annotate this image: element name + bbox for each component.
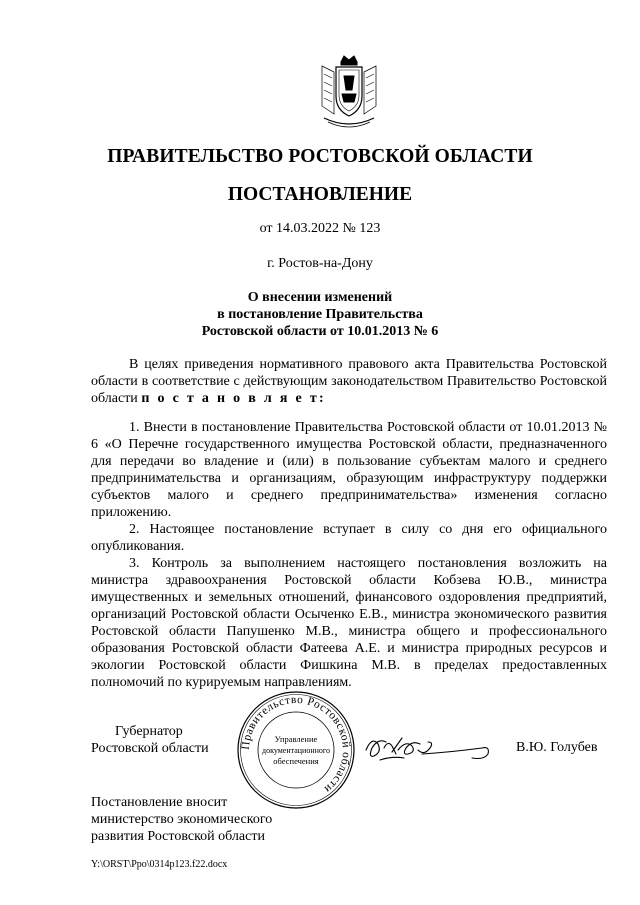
submitter-line: развития Ростовской области xyxy=(91,829,265,844)
signer-position xyxy=(91,723,231,757)
decree-item: 2. Настоящее постановление вступает в силу со дня его официального опубликования. xyxy=(91,522,607,554)
file-path: Y:\ORST\Ppo\0314p123.f22.docx xyxy=(91,859,228,870)
stamp-inner-line: Управление xyxy=(274,734,318,744)
submitter-line: министерство экономического xyxy=(91,812,273,827)
stamp-inner-line: документационного xyxy=(262,746,330,755)
subject-line: О внесении изменений xyxy=(247,290,393,305)
stamp-ring-text: Правительство Ростовской области xyxy=(239,693,353,796)
stamp-inner-line: обеспечения xyxy=(273,756,319,766)
decree-item: 3. Контроль за выполнением настоящего постановления возложить на министра здравоохранения Ростовской области Кобзева Ю.В., министра имущественных и земельных отношений, финансового оздоровления предприятий, организаций Ростовской области Осыченко Е.В., министра экономического развития Ростовской области Папушенко М.В., министра общего и профессионального образования Ростовской области Фатеева А.Е. и министра природных ресурсов и экологии Ростовской области Фишкина М.В. в пределах предоставленных полномочий по курируемым направлениям. xyxy=(91,556,607,690)
signer-position-line: Губернатор xyxy=(115,724,183,739)
document-city: г. Ростов-на-Дону xyxy=(267,256,373,271)
svg-text:Правительство Ростовской облас xyxy=(240,694,352,795)
government-title: ПРАВИТЕЛЬСТВО РОСТОВСКОЙ ОБЛАСТИ xyxy=(107,146,533,167)
coat-of-arms-emblem xyxy=(314,54,384,134)
signer-position-line: Ростовской области xyxy=(91,741,209,756)
submitter-block xyxy=(91,794,311,845)
document-type: ПОСТАНОВЛЕНИЕ xyxy=(227,184,413,205)
submitter-line: Постановление вносит xyxy=(91,795,228,810)
signer-name: В.Ю. Голубев xyxy=(516,740,598,755)
subject-line: в постановление Правительства xyxy=(217,307,423,322)
official-stamp xyxy=(236,690,356,810)
document-subject xyxy=(0,289,640,340)
handwritten-signature xyxy=(362,730,492,766)
intro-paragraph xyxy=(91,356,607,407)
subject-line: Ростовской области от 10.01.2013 № 6 xyxy=(201,324,439,339)
decree-item: 1. Внести в постановление Правительства Ростовской области от 10.01.2013 № 6 «О Перечне государственного имущества Ростовской области, предназначенного для передачи во владение и (или) в пользование субъектам малого и среднего предпринимательства и организациям, образующим инфраструктуру поддержки субъектов малого и среднего предпринимательства» изменения согласно приложению. xyxy=(91,420,607,520)
document-date-number: от 14.03.2022 № 123 xyxy=(259,221,381,236)
decree-word: п о с т а н о в л я е т: xyxy=(141,391,326,406)
intro-text: В целях приведения нормативного правового акта Правительства Ростовской области в соответствие с действующим законодательством Правительство Ростовской области xyxy=(91,357,607,406)
decree-items xyxy=(91,419,607,691)
